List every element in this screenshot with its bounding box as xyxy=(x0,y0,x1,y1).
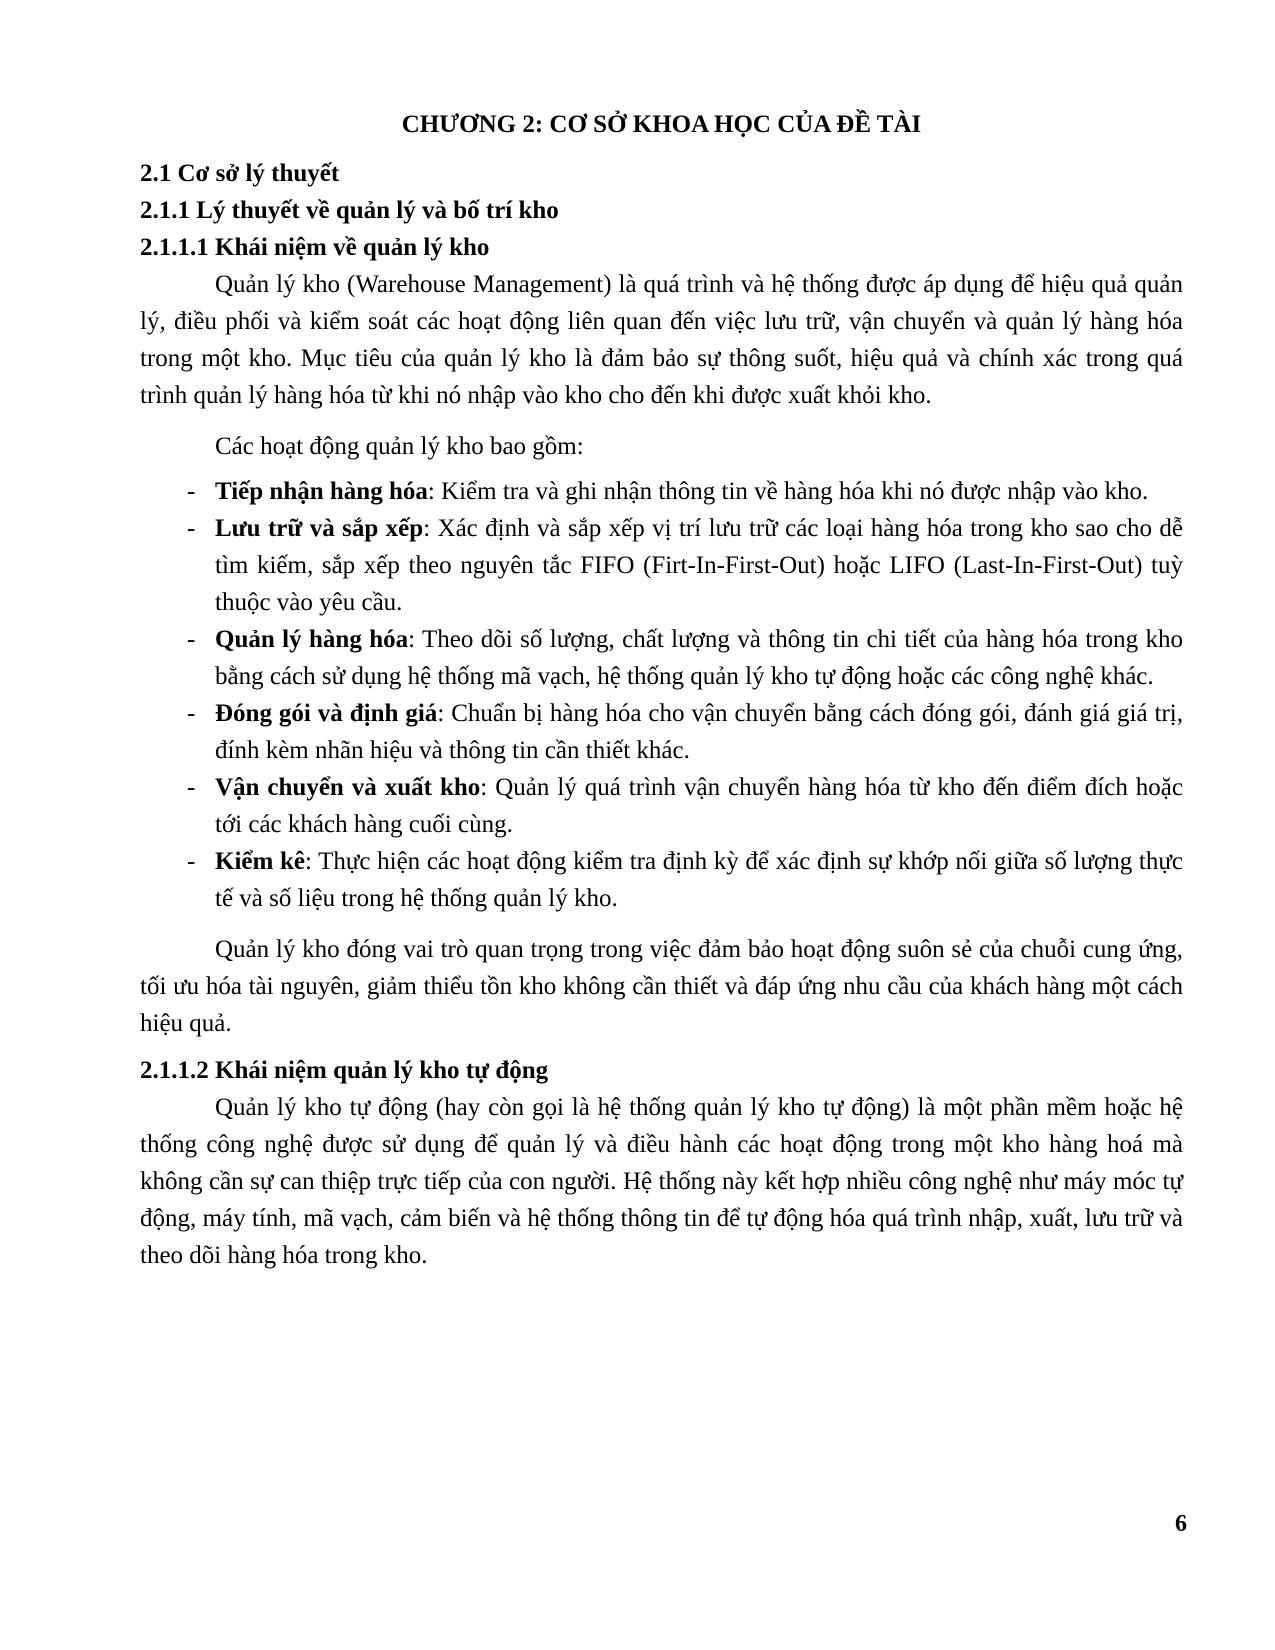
heading-2-1-1-2: 2.1.1.2 Khái niệm quản lý kho tự động xyxy=(140,1057,549,1084)
list-item-desc: : Theo dõi số lượng, chất lượng và thông tin chi tiết của hàng hóa trong kho bằng cách sử dụng hệ thống mã vạch, hệ thống quản lý kho tự động hoặc các công nghệ khác. xyxy=(215,626,1183,690)
paragraph-activities-intro: Các hoạt động quản lý kho bao gồm: xyxy=(215,433,584,460)
list-item-term: Quản lý hàng hóa xyxy=(215,626,409,653)
list-item-desc: : Thực hiện các hoạt động kiểm tra định kỳ để xác định sự khớp nối giữa số lượng thực tế và số liệu trong hệ thống quản lý kho. xyxy=(215,848,1183,912)
list-item-desc: : Kiểm tra và ghi nhận thông tin về hàng hóa khi nó được nhập vào kho. xyxy=(427,478,1149,505)
list-item-desc: : Chuẩn bị hàng hóa cho vận chuyển bằng cách đóng gói, đánh giá giá trị, đính kèm nhãn hiệu và thông tin cần thiết khác. xyxy=(215,700,1184,764)
list-item xyxy=(140,510,1183,621)
dash-marker: - xyxy=(187,700,196,727)
list-item-term: Lưu trữ và sắp xếp xyxy=(215,515,424,542)
list-item-term: Kiểm kê xyxy=(215,848,305,875)
paragraph-role-summary: Quản lý kho đóng vai trò quan trọng trong việc đảm bảo hoạt động suôn sẻ của chuỗi cung ứng, tối ưu hóa tài nguyên, giảm thiểu tồn kho không cần thiết và đáp ứng nhu cầu của khách hàng một cách hiệu quả. xyxy=(140,936,1183,1037)
heading-2-1: 2.1 Cơ sở lý thuyết xyxy=(140,160,340,187)
heading-2-1-1: 2.1.1 Lý thuyết về quản lý và bố trí kho xyxy=(140,197,559,224)
document-body xyxy=(140,106,1183,1288)
list-item-desc: : Quản lý quá trình vận chuyển hàng hóa từ kho đến điểm đích hoặc tới các khách hàng cuối cùng. xyxy=(215,774,1183,838)
dash-marker: - xyxy=(187,478,196,505)
activities-list xyxy=(140,473,1183,917)
chapter-title: CHƯƠNG 2: CƠ SỞ KHOA HỌC CỦA ĐỀ TÀI xyxy=(401,111,922,138)
list-item xyxy=(140,473,1183,510)
list-item xyxy=(140,695,1183,769)
list-item xyxy=(140,769,1183,843)
page-number: 6 xyxy=(1175,1511,1187,1537)
list-item-desc: : Xác định và sắp xếp vị trí lưu trữ các loại hàng hóa trong kho sao cho dễ tìm kiếm, sắp xếp theo nguyên tắc FIFO (Firt-In-First-Out) hoặc LIFO (Last-In-First-Out) tuỳ thuộc vào yêu cầu. xyxy=(215,515,1183,616)
list-item-term: Vận chuyển và xuất kho xyxy=(215,774,481,801)
list-item-term: Tiếp nhận hàng hóa xyxy=(215,478,428,505)
paragraph-warehouse-definition: Quản lý kho (Warehouse Management) là quá trình và hệ thống được áp dụng để hiệu quả quản lý, điều phối và kiểm soát các hoạt động liên quan đến việc lưu trữ, vận chuyển và quản lý hàng hóa trong một kho. Mục tiêu của quản lý kho là đảm bảo sự thông suốt, hiệu quả và chính xác trong quá trình quản lý hàng hóa từ khi nó nhập vào kho cho đến khi được xuất khỏi kho. xyxy=(140,271,1183,409)
dash-marker: - xyxy=(187,774,196,801)
dash-marker: - xyxy=(187,626,196,653)
dash-marker: - xyxy=(187,848,196,875)
list-item xyxy=(140,621,1183,695)
paragraph-auto-definition: Quản lý kho tự động (hay còn gọi là hệ thống quản lý kho tự động) là một phần mềm hoặc hệ thống công nghệ được sử dụng để quản lý và điều hành các hoạt động trong một kho hàng hoá mà không cần sự can thiệp trực tiếp của con người. Hệ thống này kết hợp nhiều công nghệ như máy móc tự động, máy tính, mã vạch, cảm biến và hệ thống thông tin để tự động hóa quá trình nhập, xuất, lưu trữ và theo dõi hàng hóa trong kho. xyxy=(140,1094,1183,1269)
dash-marker: - xyxy=(187,515,196,542)
list-item xyxy=(140,843,1183,917)
heading-2-1-1-1: 2.1.1.1 Khái niệm về quản lý kho xyxy=(140,234,490,261)
list-item-term: Đóng gói và định giá xyxy=(215,700,438,727)
